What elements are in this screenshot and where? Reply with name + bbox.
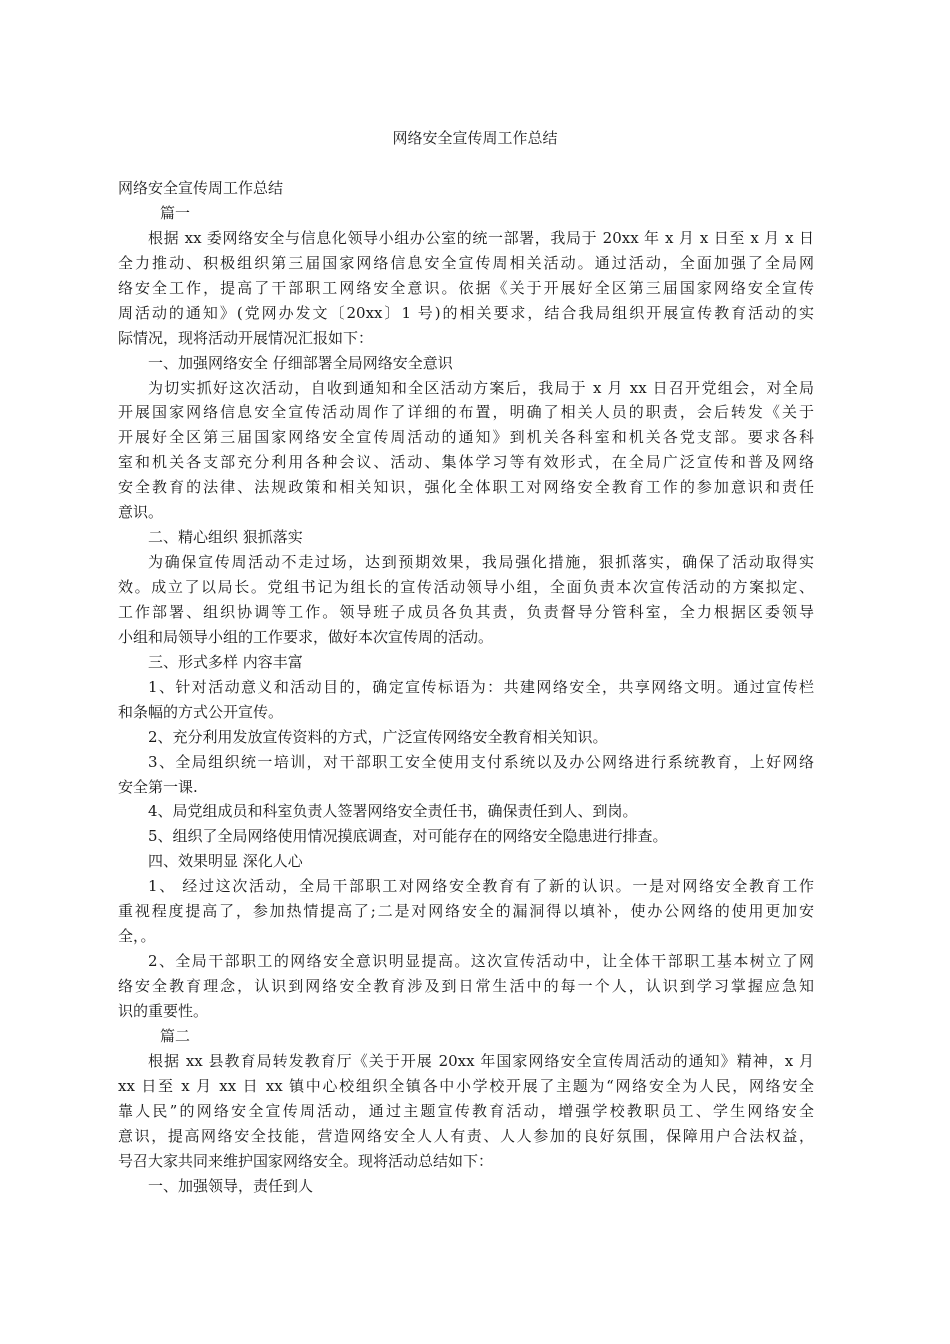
text-line: 小组和局领导小组的工作要求，做好本次宣传周的活动。 xyxy=(118,627,494,646)
text-line: 根据 xx 委网络安全与信息化领导小组办公室的统一部署，我局于 20xx 年 x 月 x 日至 x 月 x 日 xyxy=(148,228,814,247)
text-line: 全力推动、积极组织第三届国家网络信息安全宣传周相关活动。通过活动，全面加强了全局网 xyxy=(118,253,814,272)
text-line: 根据 xx 县教育局转发教育厅《关于开展 20xx 年国家网络安全宣传周活动的通知》精神，x 月 xyxy=(148,1051,814,1070)
text-line: 为切实抓好这次活动，自收到通知和全区活动方案后，我局于 x 月 xx 日召开党组会，对全局 xyxy=(148,378,814,397)
document-title: 网络安全宣传周工作总结 xyxy=(392,129,558,147)
text-line: 篇一 xyxy=(160,203,191,222)
text-line: 一、加强网络安全 仔细部署全局网络安全意识 xyxy=(148,353,453,372)
text-line: 3、全局组织统一培训，对干部职工安全使用支付系统以及办公网络进行系统教育，上好网络 xyxy=(148,752,814,771)
text-line: 网络安全宣传周工作总结 xyxy=(118,179,284,197)
text-line: 和条幅的方式公开宣传。 xyxy=(118,702,284,721)
text-line: 全，。 xyxy=(118,927,156,946)
text-line: 1、 经过这次活动，全局干部职工对网络安全教育有了新的认识。一是对网络安全教育工作 xyxy=(148,877,814,896)
text-line: 意识。 xyxy=(118,503,164,522)
text-line: 络安全教育理念，认识到网络安全教育涉及到日常生活中的每一个人，认识到学习掌握应急知 xyxy=(118,977,814,995)
text-line: 络安全工作，提高了干部职工网络安全意识。依据《关于开展好全区第三届国家网络安全宣传 xyxy=(118,278,814,297)
text-line: 篇二 xyxy=(160,1026,191,1045)
text-line: 二、精心组织 狠抓落实 xyxy=(148,528,303,547)
text-line: 识的重要性。 xyxy=(118,1001,209,1020)
text-line: 际情况，现将活动开展情况汇报如下： xyxy=(118,328,374,347)
text-line: 工作部署、组织协调等工作。领导班子成员各负其责，负责督导分管科室，全力根据区委领导 xyxy=(118,602,814,621)
text-line: 开展好全区第三届国家网络安全宣传周活动的通知》到机关各科室和机关各党支部。要求各科 xyxy=(118,428,814,447)
text-line: 一、加强领导，责任到人 xyxy=(148,1176,314,1195)
text-line: 1、针对活动意义和活动目的，确定宣传标语为：共建网络安全，共享网络文明。通过宣传栏 xyxy=(148,677,814,696)
text-line: 三、形式多样 内容丰富 xyxy=(148,652,303,671)
text-line: 室和机关各支部充分利用各种会议、活动、集体学习等有效形式，在全局广泛宣传和普及网络 xyxy=(118,453,814,472)
text-line: 安全教育的法律、法规政策和相关知识，强化全体职工对网络安全教育工作的参加意识和责任 xyxy=(118,478,814,497)
text-line: 周活动的通知》(党网办发文〔20xx〕1 号)的相关要求，结合我局组织开展宣传教育活动的实 xyxy=(118,303,814,322)
text-line: 效。成立了以局长。党组书记为组长的宣传活动领导小组，全面负责本次宣传活动的方案拟定、 xyxy=(118,578,814,596)
text-line: 安全第一课. xyxy=(118,777,198,796)
text-line: 靠人民”的网络安全宣传周活动，通过主题宣传教育活动，增强学校教职员工、学生网络安全 xyxy=(118,1101,814,1120)
text-line: 重视程度提高了，参加热情提高了;二是对网络安全的漏洞得以填补，使办公网络的使用更加安 xyxy=(118,902,814,921)
text-line: 开展国家网络信息安全宣传活动周作了详细的布置，明确了相关人员的职责，会后转发《关于 xyxy=(118,403,814,422)
text-line: 四、效果明显 深化人心 xyxy=(148,852,303,871)
text-line: 号召大家共同来维护国家网络安全。现将活动总结如下： xyxy=(118,1151,494,1170)
text-line: 2、全局干部职工的网络安全意识明显提高。这次宣传活动中，让全体干部职工基本树立了网 xyxy=(148,952,814,971)
text-line: 5、组织了全局网络使用情况摸底调查，对可能存在的网络安全隐患进行排查。 xyxy=(148,827,668,846)
text-line: 为确保宣传周活动不走过场，达到预期效果，我局强化措施，狠抓落实，确保了活动取得实 xyxy=(148,553,814,572)
document-body xyxy=(118,176,814,1198)
text-line: 2、充分利用发放宣传资料的方式，广泛宣传网络安全教育相关知识。 xyxy=(148,727,608,746)
text-line: 4、局党组成员和科室负责人签署网络安全责任书，确保责任到人、到岗。 xyxy=(148,802,638,821)
text-line: xx 日至 x 月 xx 日 xx 镇中心校组织全镇各中小学校开展了主题为“网络安全为人民，网络安全 xyxy=(118,1076,814,1095)
text-line: 意识，提高网络安全技能，营造网络安全人人有责、人人参加的良好氛围，保障用户合法权益， xyxy=(118,1126,814,1145)
